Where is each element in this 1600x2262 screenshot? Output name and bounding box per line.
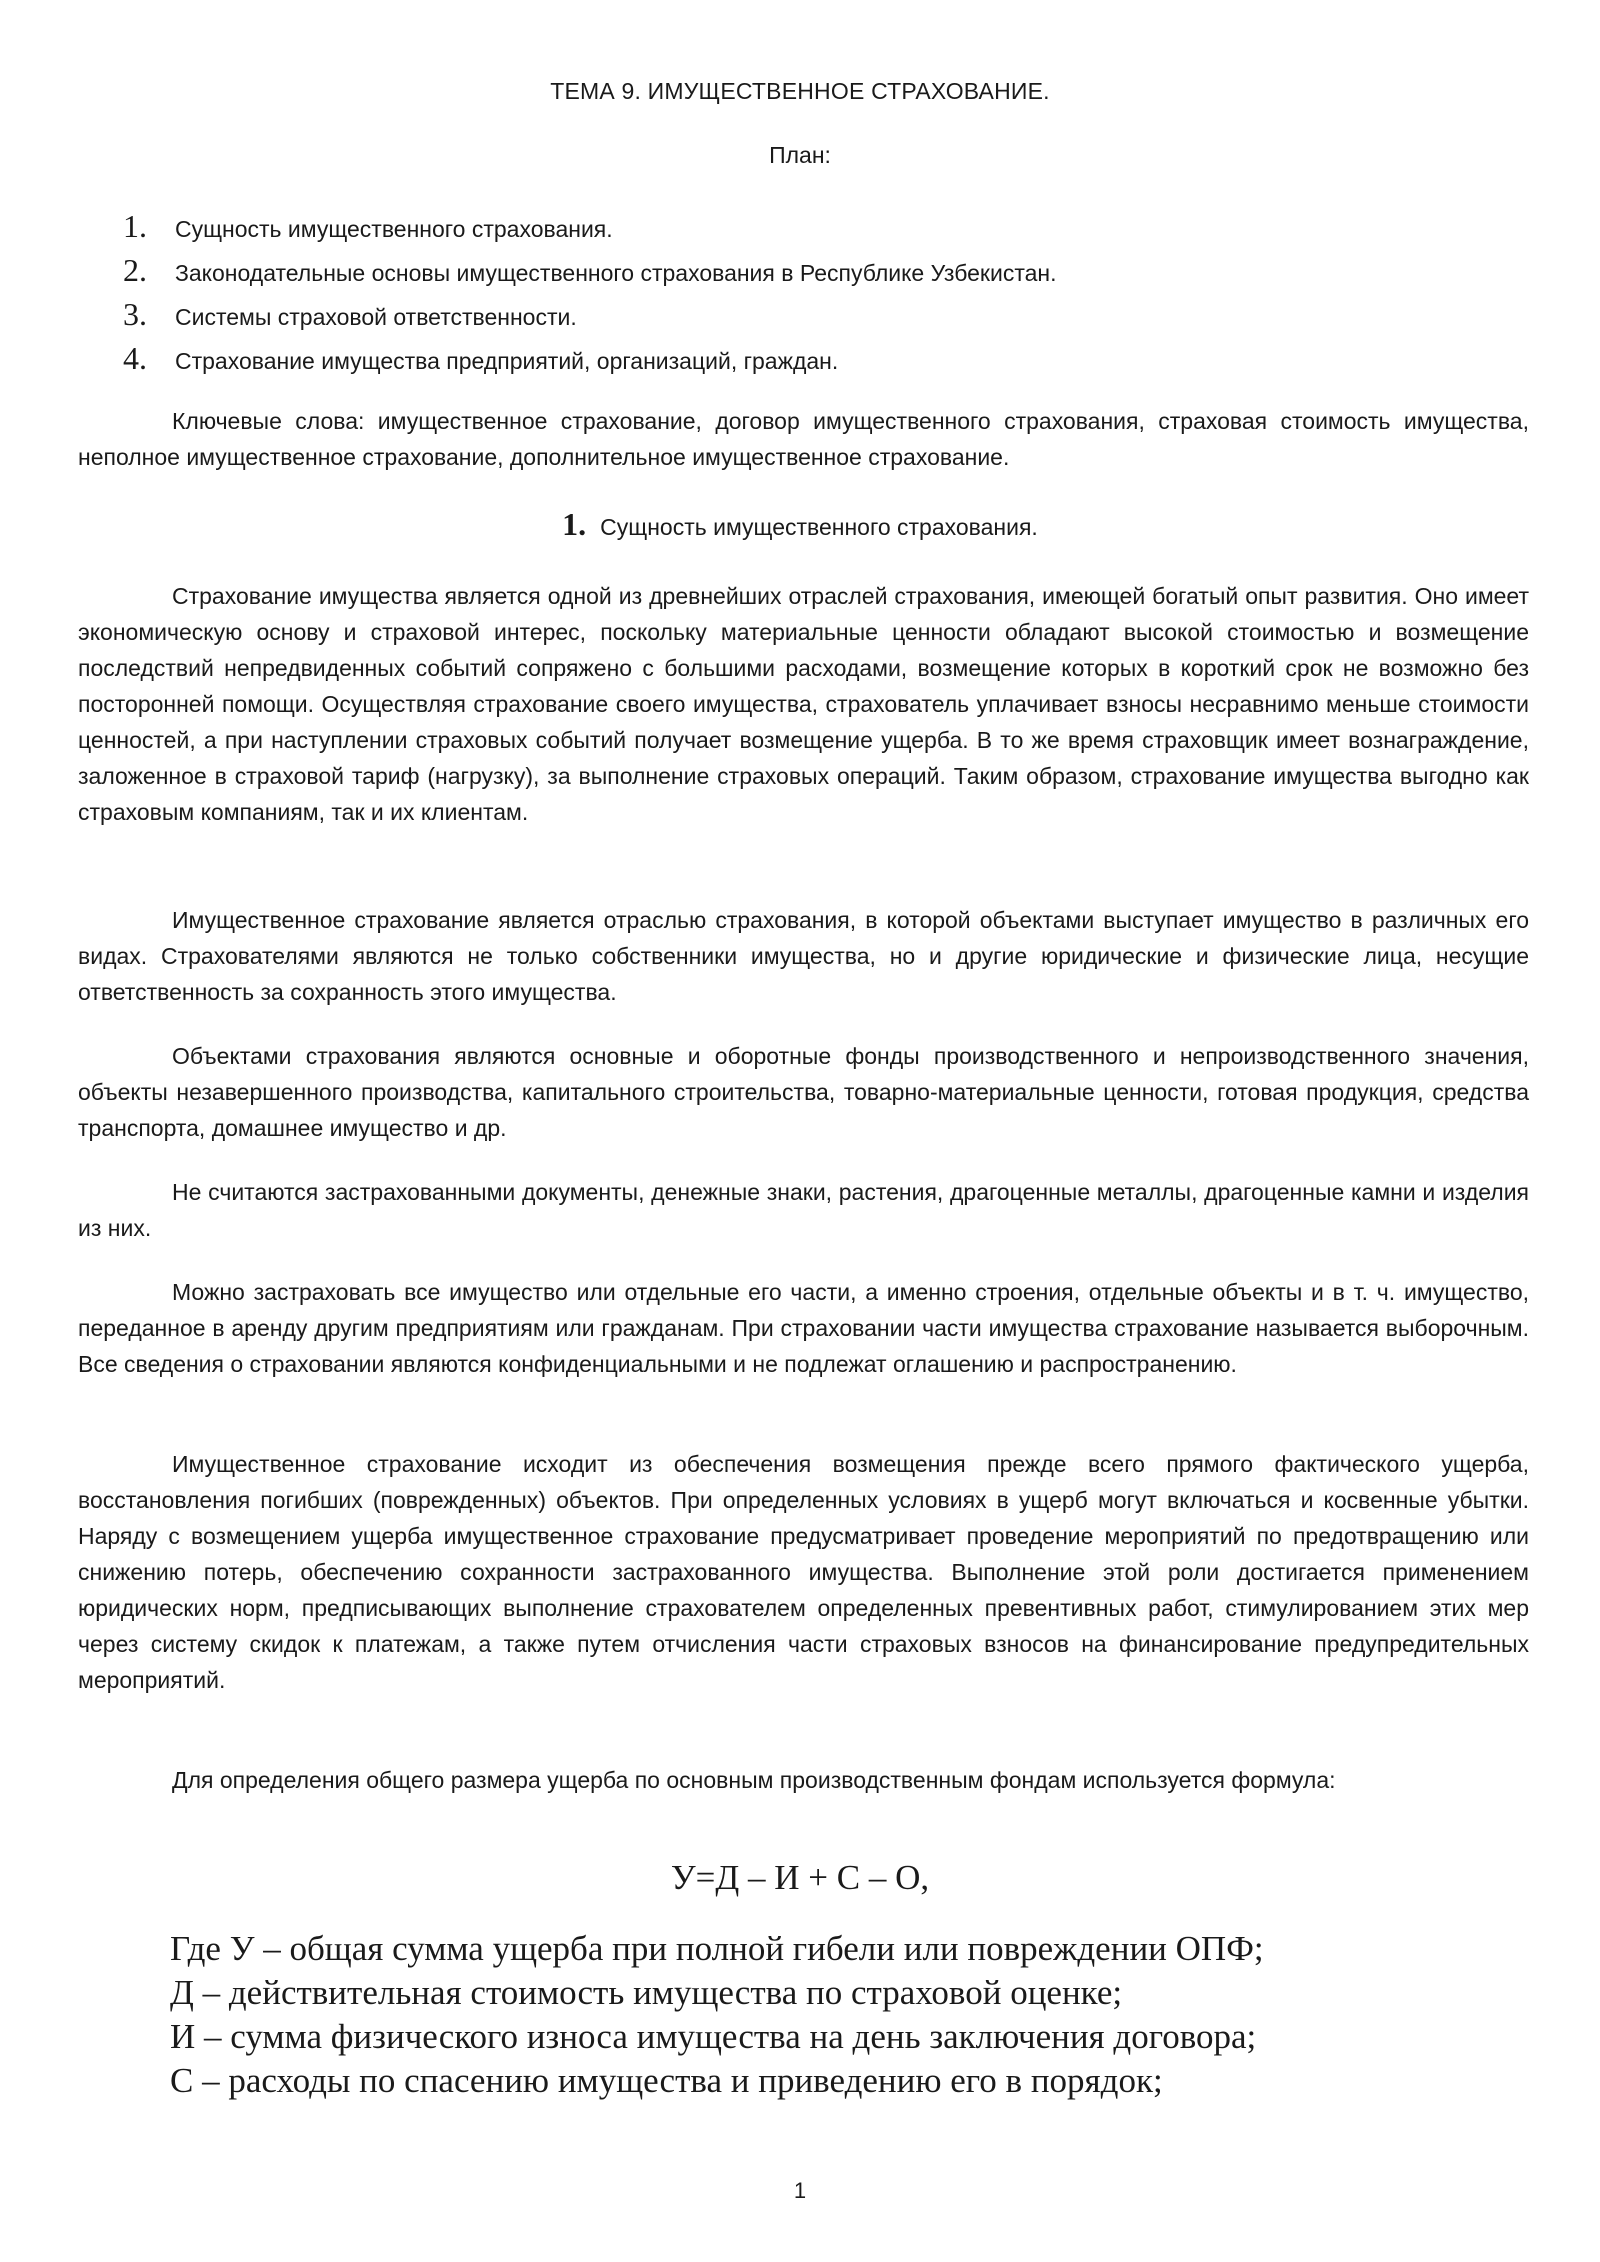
plan-item-text: Законодательные основы имущественного страхования в Республике Узбекистан. [175,260,1057,286]
damage-formula: У=Д – И + С – О, [670,1858,930,1897]
section-number: 1. [562,506,587,542]
formula-definitions [170,1927,1530,2103]
definition-line: И – сумма физического износа имущества на день заключения договора; [170,2017,1257,2056]
body-paragraph: Не считаются застрахованными документы, денежные знаки, растения, драгоценные металлы, драгоценные камни и изделия из них. [78,1179,1529,1241]
plan-item-text: Системы страховой ответственности. [175,304,577,330]
section-title: Сущность имущественного страхования. [600,514,1038,540]
body-paragraph: Объектами страхования являются основные и оборотные фонды производственного и непроизводственного значения, объекты незавершенного производства, капитального строительства, товарно-материальные ценности, готовая продукция, средства транспорта, домашнее имущество и др. [78,1043,1529,1141]
body-paragraph: Страхование имущества является одной из древнейших отраслей страхования, имеющей богатый опыт развития. Оно имеет экономическую основу и страховой интерес, поскольку материальные ценности обладают высокой стоимостью и возмещение последствий непредвиденных событий сопряжено с большими расходами, возмещение которых в короткий срок не возможно без посторонней помощи. Осуществляя страхование своего имущества, страхователь уплачивает взносы несравнимо меньше стоимости ценностей, а при наступлении страховых событий получает возмещение ущерба. В то же время страховщик имеет вознаграждение, заложенное в страховой тариф (нагрузку), за выполнение страховых операций. Таким образом, страхование имущества выгодно как страховым компаниям, так и их клиентам. [78,583,1529,825]
plan-label: План: [769,142,831,168]
body-paragraph: Для определения общего размера ущерба по основным производственным фондам используется формула: [172,1767,1336,1793]
plan-item-number: 1. [123,208,147,244]
plan-list [123,208,1523,384]
body-paragraph: Можно застраховать все имущество или отдельные его части, а именно строения, отдельные объекты и в т. ч. имущество, переданное в аренду другим предприятиям или гражданам. При страховании части имущества страхование называется выборочным. Все сведения о страховании являются конфиденциальными и не подлежат оглашению и распространению. [78,1279,1529,1377]
keywords-paragraph: Ключевые слова: имущественное страхование, договор имущественного страхования, страховая стоимость имущества, неполное имущественное страхование, дополнительное имущественное страхование. [78,408,1529,470]
definition-line: С – расходы по спасению имущества и приведению его в порядок; [170,2061,1163,2100]
definition-line: Д – действительная стоимость имущества по страховой оценке; [170,1973,1123,2012]
plan-item-text: Сущность имущественного страхования. [175,216,613,242]
body-paragraph: Имущественное страхование является отраслью страхования, в которой объектами выступает имущество в различных его видах. Страхователями являются не только собственники имущества, но и другие юридические и физические лица, несущие ответственность за сохранность этого имущества. [78,907,1529,1005]
section-heading [0,506,1600,543]
document-title: ТЕМА 9. ИМУЩЕСТВЕННОЕ СТРАХОВАНИЕ. [550,78,1050,104]
page-number: 1 [793,2178,807,2203]
plan-item [123,208,1523,252]
plan-item [123,340,1523,384]
plan-item-text: Страхование имущества предприятий, организаций, граждан. [175,348,839,374]
plan-item [123,252,1523,296]
plan-item-number: 3. [123,296,147,332]
plan-item-number: 2. [123,252,147,288]
body-paragraph: Имущественное страхование исходит из обеспечения возмещения прежде всего прямого фактического ущерба, восстановления погибших (поврежденных) объектов. При определенных условиях в ущерб могут включаться и косвенные убытки. Наряду с возмещением ущерба имущественное страхование предусматривает проведение мероприятий по предотвращению или снижению потерь, обеспечению сохранности застрахованного имущества. Выполнение этой роли достигается применением юридических норм, предписывающих выполнение страхователем определенных превентивных работ, стимулированием этих мер через систему скидок к платежам, а также путем отчисления части страховых взносов на финансирование предупредительных мероприятий. [78,1451,1529,1693]
definition-line: Где У – общая сумма ущерба при полной гибели или повреждении ОПФ; [170,1929,1264,1968]
plan-item-number: 4. [123,340,147,376]
plan-item [123,296,1523,340]
